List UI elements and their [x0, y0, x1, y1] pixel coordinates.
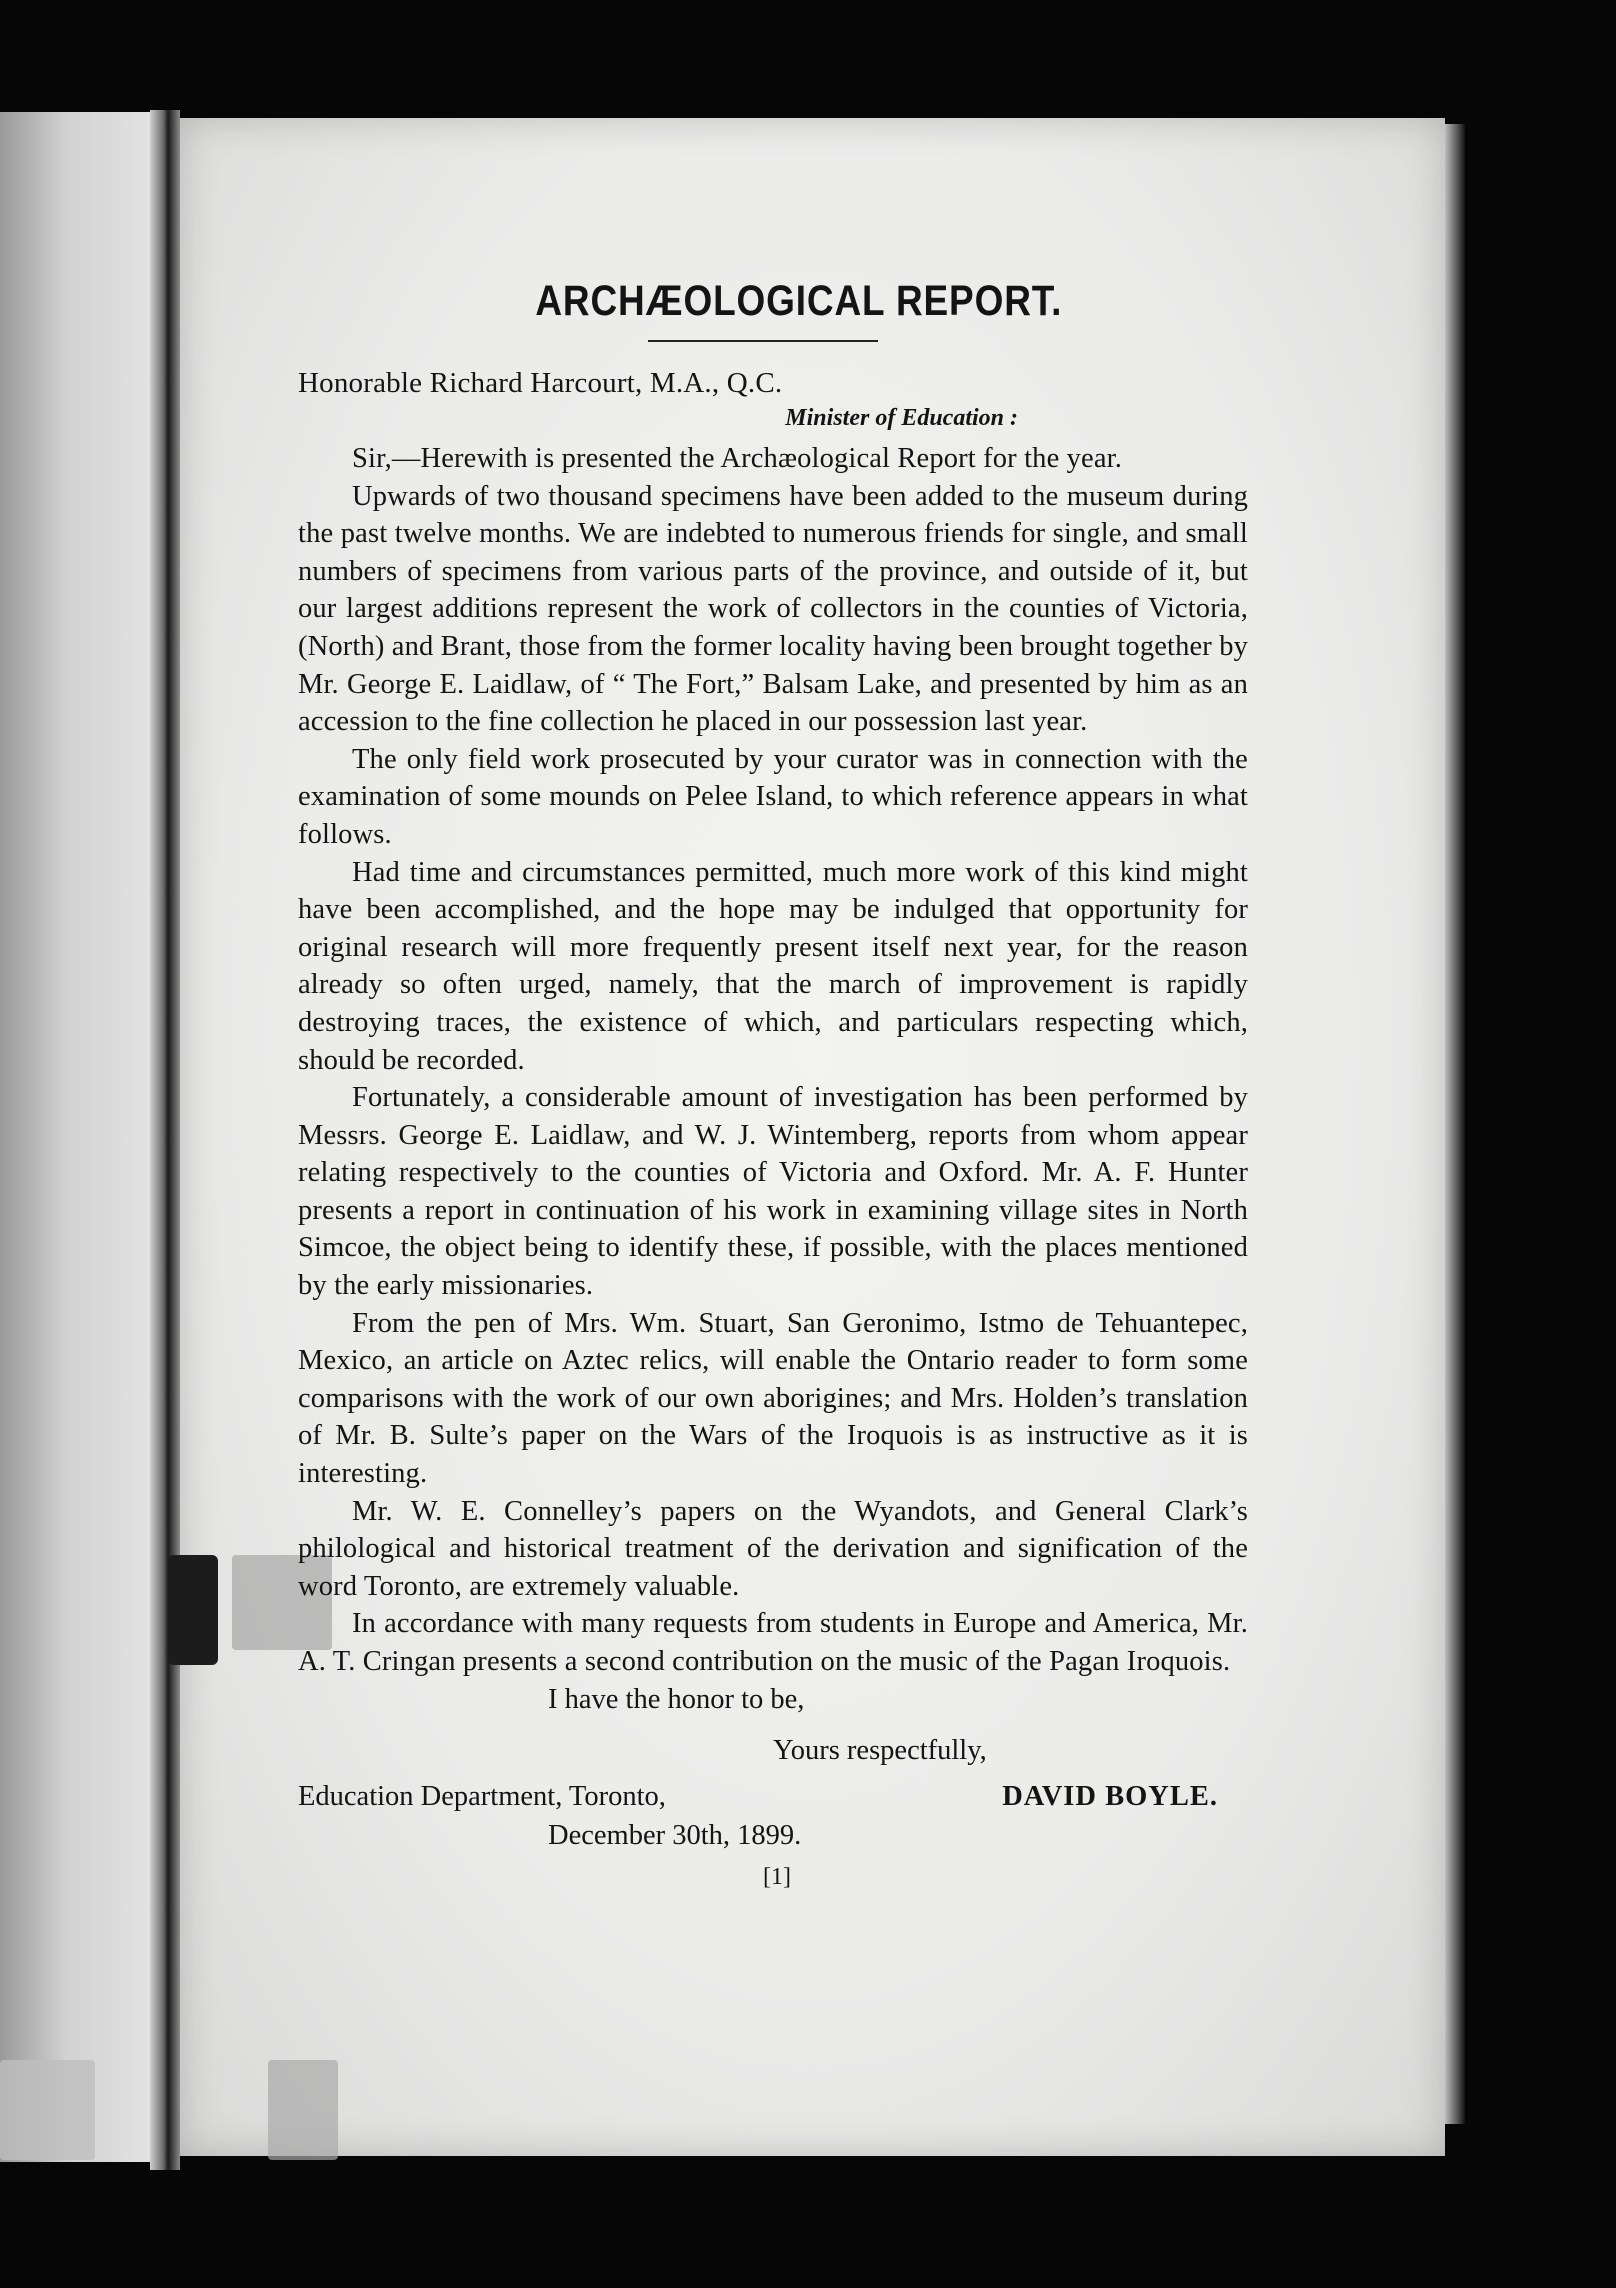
- scan-blot: [168, 1555, 218, 1665]
- page-number: [1]: [763, 1863, 791, 1890]
- paragraph: Upwards of two thousand specimens have been added to the museum during the past twelve months. We are indebted to numerous friends for single, and small numbers of specimens from various parts of the province, and outside of it, but our largest additions represent the work of collectors in the counties of Victoria, (North) and Brant, those from the former locality having been brought together by Mr. George E. Laidlaw, of “ The Fort,” Balsam Lake, and presented by him as an accession to the fine collection he placed in our possession last year.: [298, 480, 1249, 738]
- paragraph: The only field work prosecuted by your curator was in connection with the examination of some mounds on Pelee Island, to which reference appears in what follows.: [298, 743, 1248, 850]
- paragraph: In accordance with many requests from students in Europe and America, Mr. A. T. Cringan presents a second contribution on the music of the Pagan Iroquois.: [298, 1608, 1248, 1677]
- facing-page-edge: [0, 112, 168, 2162]
- paragraph: Sir,—Herewith is presented the Archæological Report for the year.: [352, 443, 1122, 474]
- addressee-role: Minister of Education :: [785, 405, 1018, 431]
- date-line: December 30th, 1899.: [548, 1820, 802, 1852]
- book-spine: [150, 110, 180, 2170]
- signature: DAVID BOYLE.: [1002, 1780, 1218, 1812]
- report-body: [298, 272, 1248, 1897]
- paragraph: Fortunately, a considerable amount of investigation has been performed by Messrs. George E. Laidlaw, and W. J. Wintemberg, reports from whom appear relating respectively to the counties of Victoria and Oxford. Mr. A. F. Hunter presents a report in continuation of his work in examining village sites in North Simcoe, the object being to identify these, if possible, with the places mentioned by the early missionaries.: [298, 1082, 1248, 1302]
- addressee: Honorable Richard Harcourt, M.A., Q.C.: [298, 367, 783, 399]
- closing-block: [298, 1681, 1248, 1897]
- valediction: Yours respectfully,: [773, 1735, 987, 1767]
- place-line: Education Department, Toronto,: [298, 1780, 666, 1812]
- closing-line: I have the honor to be,: [548, 1683, 805, 1715]
- page-edge-shadow: [1445, 124, 1465, 2124]
- title-rule: [648, 340, 878, 342]
- paragraph: From the pen of Mrs. Wm. Stuart, San Geronimo, Istmo de Tehuantepec, Mexico, an article on Aztec relics, will enable the Ontario reader to form some comparisons with the work of our own aborigines; and Mrs. Holden’s translation of Mr. B. Sulte’s paper on the Wars of the Iroquois is as instructive as it is interesting.: [298, 1307, 1248, 1490]
- signature-row: [298, 1778, 1248, 1816]
- page-smudge-bottom: [268, 2060, 338, 2160]
- paragraph: Mr. W. E. Connelley’s papers on the Wyandots, and General Clark’s philological and historical treatment of the derivation and signification of the word Toronto, are extremely valuable.: [298, 1495, 1248, 1602]
- paragraph: Had time and circumstances permitted, much more work of this kind might have been accomplished, and the hope may be indulged that opportunity for original research will more frequently present itself next year, for the reason already so often urged, namely, that the march of improvement is rapidly destroying traces, the existence of which, and particulars respecting which, should be recorded.: [298, 856, 1248, 1076]
- facing-page-corner: [0, 2060, 95, 2160]
- report-title: ARCHÆOLOGICAL REPORT.: [535, 277, 1063, 325]
